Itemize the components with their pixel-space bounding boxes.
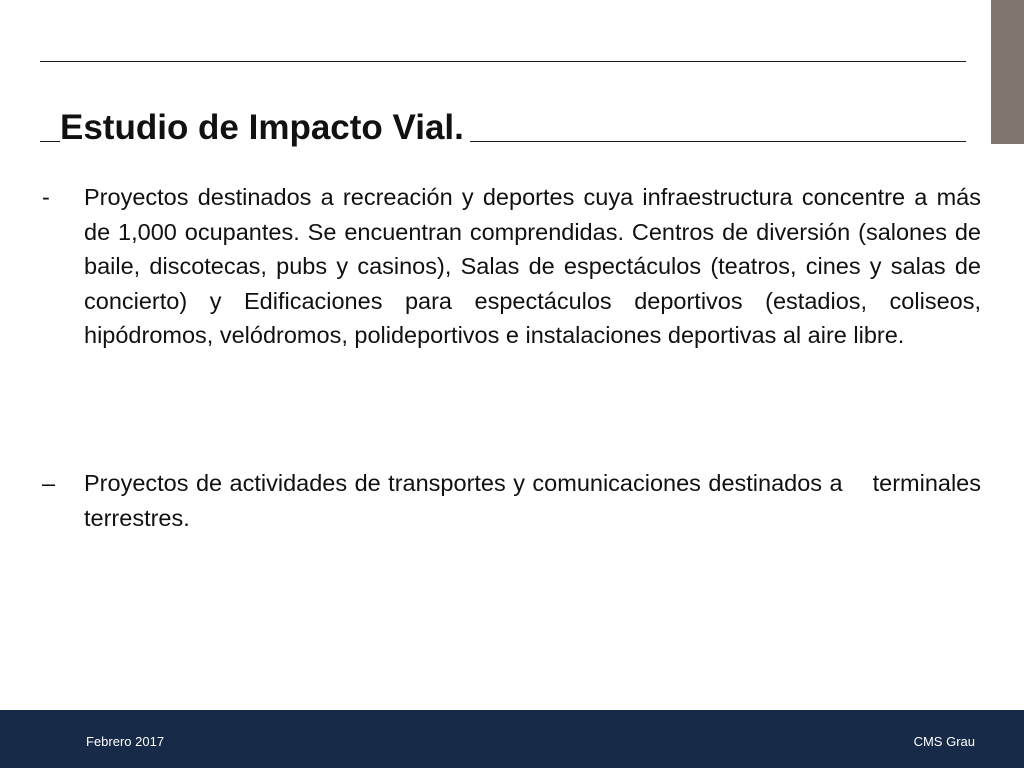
bullet-text-part: Proyectos de actividades de transportes y comunicaciones destinados a: [84, 470, 843, 496]
bullet-item: [40, 466, 981, 535]
bullet-marker: –: [42, 470, 56, 496]
bullet-item: [40, 180, 981, 353]
footer-organization: CMS Grau: [913, 734, 975, 749]
top-rule: [40, 61, 966, 62]
bullet-text-part: terminales terrestres.: [84, 470, 981, 531]
accent-bar: [991, 0, 1024, 144]
bullet-marker: -: [42, 184, 50, 210]
slide-title: Estudio de Impacto Vial.: [60, 104, 470, 152]
bullet-text: [84, 466, 981, 535]
footer-bar: [0, 710, 1024, 768]
bullet-text: Proyectos destinados a recreación y deportes cuya infraestructura concentre a más de 1,000 ocupantes. Se encuentran comprendidas. Centros de diversión (salones de baile, discotecas, pubs y casinos), Salas de espectáculos (teatros, cines y salas de concierto) y Edificaciones para espectáculos deportivos (estadios, coliseos, hipódromos, velódromos, polideportivos e instalaciones deportivas al aire libre.: [84, 184, 981, 348]
footer-date: Febrero 2017: [86, 734, 165, 749]
